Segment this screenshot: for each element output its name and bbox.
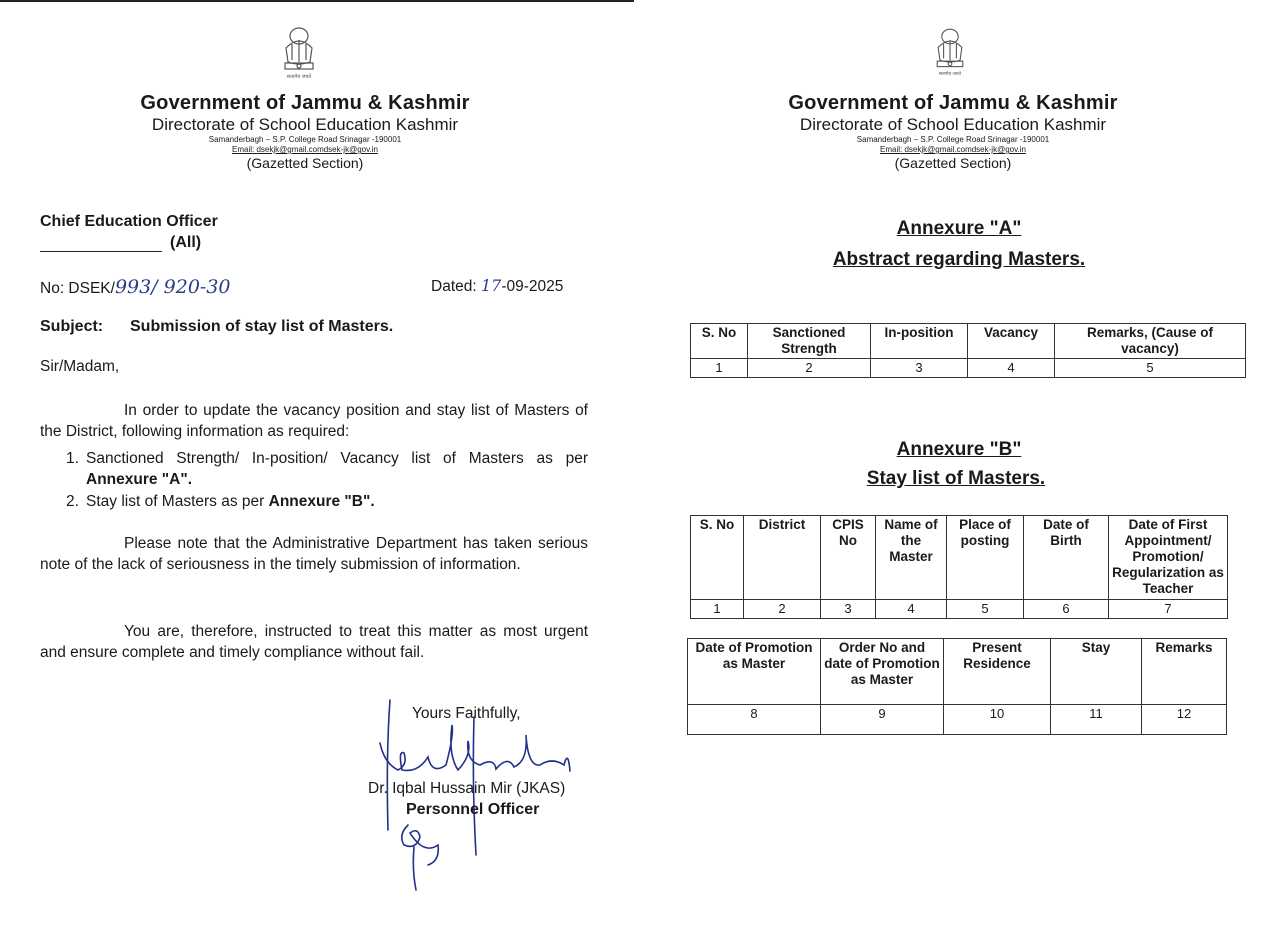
table-cell: 4 bbox=[876, 600, 947, 619]
table-header-cell: Stay bbox=[1051, 639, 1142, 705]
table-cell: 3 bbox=[871, 359, 968, 378]
list-item-2-text: Stay list of Masters as per Annexure "B". bbox=[86, 493, 375, 510]
office-email: Email: dsekjk@gmail.comdsek-jk@gov.in bbox=[232, 145, 378, 154]
paragraph-1: In order to update the vacancy position and stay list of Masters of the District, following information as required: bbox=[40, 402, 588, 440]
table-cell: 1 bbox=[691, 359, 748, 378]
table-cell: 12 bbox=[1142, 705, 1227, 735]
government-title: Government of Jammu & Kashmir bbox=[140, 92, 470, 114]
table-header-cell: In-position bbox=[871, 324, 968, 359]
table-cell: 8 bbox=[688, 705, 821, 735]
table-header-cell: Date of First Appointment/ Promotion/ Regularization as Teacher bbox=[1109, 516, 1228, 600]
annexure-b-table-1 bbox=[690, 515, 1228, 619]
office-address: Samanderbagh – S.P. College Road Srinagar -190001 bbox=[856, 135, 1050, 144]
svg-text:सत्यमेव जयते: सत्यमेव जयते bbox=[938, 71, 962, 77]
table-header-cell: Vacancy bbox=[968, 324, 1055, 359]
table-cell: 1 bbox=[691, 600, 744, 619]
table-cell: 6 bbox=[1024, 600, 1109, 619]
table-header-cell: Remarks bbox=[1142, 639, 1227, 705]
state-emblem-icon bbox=[929, 24, 971, 80]
handwritten-number: 993/ 920-30 bbox=[114, 276, 231, 298]
section-name: (Gazetted Section) bbox=[246, 155, 364, 171]
directorate-title: Directorate of School Education Kashmir bbox=[151, 115, 459, 134]
paragraph-2: Please note that the Administrative Department has taken serious note of the lack of seriousness in the timely submission of information. bbox=[40, 535, 588, 573]
subject-label: Subject: bbox=[40, 318, 104, 335]
list-item: 1. bbox=[66, 450, 79, 467]
table-header-cell: Place of posting bbox=[947, 516, 1024, 600]
table-header-cell: Date of Birth bbox=[1024, 516, 1109, 600]
table-header-cell: S. No bbox=[691, 324, 748, 359]
letterhead bbox=[0, 92, 610, 171]
table-cell: 2 bbox=[744, 600, 821, 619]
closing: Yours Faithfully, bbox=[412, 705, 521, 722]
addressee-title: Chief Education Officer bbox=[40, 213, 218, 230]
annexure-a-subtitle: Abstract regarding Masters. bbox=[832, 249, 1086, 270]
table-cell: 5 bbox=[947, 600, 1024, 619]
signatory-title: Personnel Officer bbox=[406, 801, 540, 818]
salutation: Sir/Madam, bbox=[40, 358, 120, 375]
table-cell: 11 bbox=[1051, 705, 1142, 735]
signatory-name: Dr. Iqbal Hussain Mir (JKAS) bbox=[368, 780, 566, 797]
table-header-cell: Name of the Master bbox=[876, 516, 947, 600]
subject-text: Submission of stay list of Masters. bbox=[130, 318, 394, 335]
state-emblem-icon bbox=[276, 26, 322, 80]
table-header-cell: CPIS No bbox=[821, 516, 876, 600]
svg-text:सत्यमेव जयते: सत्यमेव जयते bbox=[286, 74, 312, 80]
table-cell: 5 bbox=[1055, 359, 1246, 378]
table-cell: 2 bbox=[748, 359, 871, 378]
annexure-a-title: Annexure "A" bbox=[896, 218, 1022, 239]
office-address: Samanderbagh – S.P. College Road Srinagar -190001 bbox=[208, 135, 402, 144]
table-header-cell: Order No and date of Promotion as Master bbox=[821, 639, 944, 705]
table-header-cell: Sanctioned Strength bbox=[748, 324, 871, 359]
directorate-title: Directorate of School Education Kashmir bbox=[799, 115, 1107, 134]
list-item-1-text: Sanctioned Strength/ In-position/ Vacancy list of Masters as per Annexure "A". bbox=[86, 450, 588, 488]
table-cell: 10 bbox=[944, 705, 1051, 735]
letter-date: Dated: 17-09-2025 bbox=[431, 276, 564, 295]
table-header-cell: Date of Promotion as Master bbox=[688, 639, 821, 705]
government-title: Government of Jammu & Kashmir bbox=[788, 92, 1118, 114]
addressee-district: (All) bbox=[40, 234, 201, 252]
list-item: 2. bbox=[66, 493, 79, 510]
table-cell: 9 bbox=[821, 705, 944, 735]
table-header-cell: S. No bbox=[691, 516, 744, 600]
annexure-a-table bbox=[690, 323, 1246, 378]
table-cell: 3 bbox=[821, 600, 876, 619]
annexure-b-subtitle: Stay list of Masters. bbox=[866, 468, 1046, 489]
reference-number: No: DSEK/993/ 920-30 bbox=[40, 276, 231, 298]
table-cell: 7 bbox=[1109, 600, 1228, 619]
table-header-cell: Remarks, (Cause of vacancy) bbox=[1055, 324, 1246, 359]
table-header-cell: Present Residence bbox=[944, 639, 1051, 705]
table-cell: 4 bbox=[968, 359, 1055, 378]
paragraph-3: You are, therefore, instructed to treat this matter as most urgent and ensure complete and timely compliance without fail. bbox=[40, 623, 588, 661]
table-header-cell: District bbox=[744, 516, 821, 600]
annexure-b-title: Annexure "B" bbox=[896, 439, 1022, 460]
annexure-b-table-2 bbox=[687, 638, 1227, 735]
section-name: (Gazetted Section) bbox=[894, 155, 1012, 171]
annexure-page bbox=[640, 0, 1280, 929]
top-border-line bbox=[0, 0, 634, 2]
office-email: Email: dsekjk@gmail.comdsek-jk@gov.in bbox=[880, 145, 1026, 154]
letterhead bbox=[640, 92, 1266, 171]
